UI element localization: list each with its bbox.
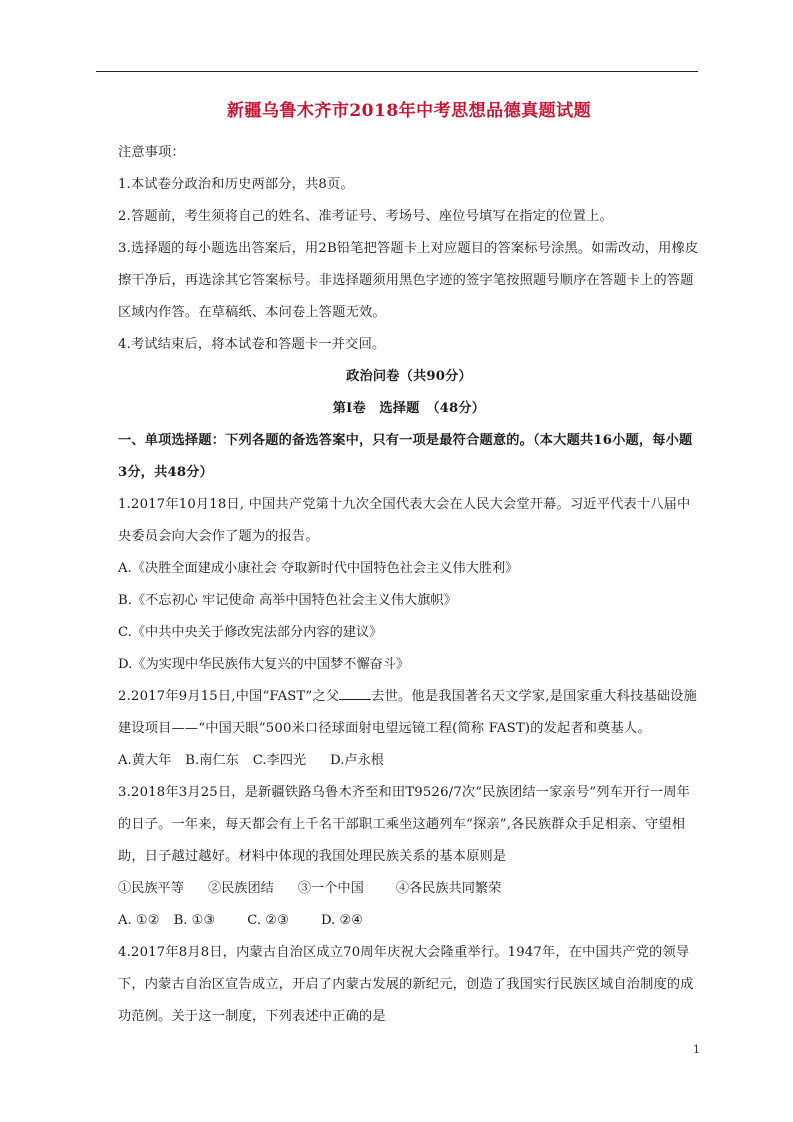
header-rule bbox=[96, 71, 698, 72]
question-3-option-d: D. ②④ bbox=[320, 913, 364, 928]
question-3-choice-4: ④各民族共同繁荣 bbox=[395, 881, 502, 896]
question-3-choice-2: ②民族团结 bbox=[207, 881, 274, 896]
question-2-option-c: C.李四光 bbox=[252, 753, 307, 768]
question-3-stem: 3.2018年3月25日，是新疆铁路乌鲁木齐至和田T9526/7次“民族团结一家亲号”列车开行一周年的日子。一年来，每天都会有上千名干部职工乘坐这趟列车“探亲”,各民族群众手足相亲、守望相助，日子越过越好。材料中体现的我国处理民族关系的基本原则是 bbox=[118, 785, 690, 864]
question-3-choices bbox=[118, 873, 700, 905]
question-2-stem-end: 去世。他是我国著名天文学家,是国家重大科技基础设施建设项目——“中国天眼”500米口径球面射电望远镜工程(简称 FAST)的发起者和奠基人。 bbox=[118, 689, 697, 736]
question-1-option-b: B.《不忘初心 牢记使命 高举中国特色社会主义伟大旗帜》 bbox=[118, 593, 457, 608]
document-title: 新疆乌鲁木齐市2018年中考思想品德真题试题 bbox=[226, 101, 592, 121]
notice-item: 4.考试结束后，将本试卷和答题卡一并交回。 bbox=[118, 337, 386, 352]
question-1-option-d: D.《为实现中华民族伟大复兴的中国梦不懈奋斗》 bbox=[118, 657, 410, 672]
notice-item: 1.本试卷分政治和历史两部分，共8页。 bbox=[118, 177, 354, 192]
question-3-choice-1: ①民族平等 bbox=[118, 881, 184, 896]
part-heading: 一、单项选择题：下列各题的备选答案中，只有一项是最符合题意的。（本大题共16小题，每小题3分，共48分） bbox=[118, 433, 693, 480]
question-3-choice-3: ③一个中国 bbox=[297, 881, 364, 896]
notice-item: 3.选择题的每小题选出答案后，用2B铅笔把答题卡上对应题目的答案标号涂黑。如需改动，用橡皮擦干净后，再选涂其它答案标号。非选择题须用黑色字迹的签字笔按照题号顺序在答题卡上的答题区域内作答。在草稿纸、本问卷上答题无效。 bbox=[118, 241, 699, 320]
question-3-option-c: C. ②③ bbox=[247, 913, 289, 928]
question-4-stem: 4.2017年8月8日，内蒙古自治区成立70周年庆祝大会隆重举行。1947年，在中国共产党的领导下，内蒙古自治区宣告成立，开启了内蒙古发展的新纪元，创造了我国实行民族区域自治制度的成功范例。关于这一制度，下列表述中正确的是 bbox=[118, 945, 694, 1024]
question-1-stem: 1.2017年10月18日, 中国共产党第十九次全国代表大会在人民大会堂开幕。习近平代表十八届中央委员会向大会作了题为的报告。 bbox=[118, 497, 691, 544]
question-3-options bbox=[118, 905, 700, 937]
notice-heading: 注意事项： bbox=[118, 145, 185, 160]
question-1-option-c: C.《中共中央关于修改宪法部分内容的建议》 bbox=[118, 625, 383, 640]
question-2-option-d: D.卢永根 bbox=[330, 753, 384, 768]
question-2-stem-start: 2.2017年9月15日,中国“FAST”之父 bbox=[118, 689, 340, 704]
question-3-option-b: B. ①③ bbox=[173, 913, 216, 928]
question-2-stem bbox=[118, 681, 700, 745]
notice-item: 2.答题前，考生须将自己的姓名、准考证号、考场号、座位号填写在指定的位置上。 bbox=[118, 209, 613, 224]
question-1-option-a: A.《决胜全面建成小康社会 夺取新时代中国特色社会主义伟大胜利》 bbox=[118, 561, 519, 576]
question-3-option-a: A. ①② bbox=[118, 913, 160, 928]
document-body bbox=[118, 96, 700, 1033]
section-title: 政治问卷（共90分） bbox=[346, 369, 472, 384]
question-2-options bbox=[118, 745, 700, 777]
question-2-option-a: A.黄大年 bbox=[118, 753, 172, 768]
answer-blank bbox=[339, 687, 371, 700]
question-2-option-b: B.南仁东 bbox=[185, 753, 239, 768]
volume-title: 第Ⅰ卷 选择题 （48分） bbox=[332, 401, 486, 416]
page-number: 1 bbox=[693, 1043, 700, 1056]
